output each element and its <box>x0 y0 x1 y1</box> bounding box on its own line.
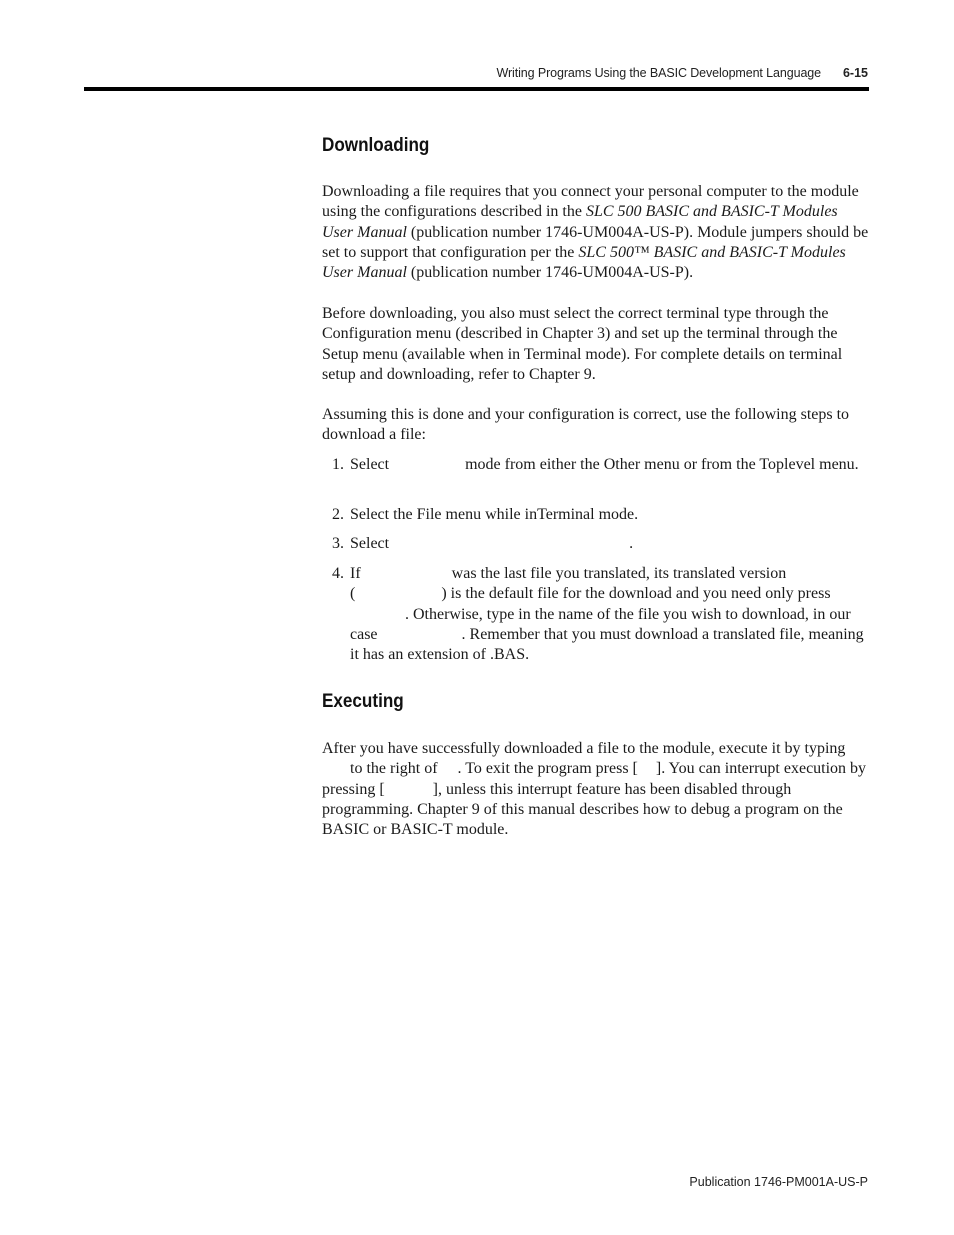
running-header-title: Writing Programs Using the BASIC Development Language <box>496 66 821 80</box>
downloading-paragraph-3: Assuming this is done and your configuration is correct, use the following steps to download a file: <box>322 406 850 444</box>
text-run: After you have successfully downloaded a file to the module, execute it by typing <box>322 740 846 757</box>
text-run: to the right of <box>350 760 438 778</box>
downloading-paragraph-2: Before downloading, you also must select the correct terminal type through the Configuration menu (described in Chapter 3) and set up the terminal through the Setup menu (available when in Terminal mode). For complete details on terminal setup and downloading, refer to Chapter 9. <box>322 305 843 383</box>
step-3 <box>332 534 870 554</box>
text-run: was the last file you translated, its translated version <box>451 565 787 582</box>
text-run: Downloading a file requires that you connect your personal computer to the module using the configurations described in the <box>322 183 859 221</box>
step-number: 2. <box>332 506 344 523</box>
text-run: ) is the default file for the download and you need only press <box>441 585 831 603</box>
manual-title-italic: SLC 500 BASIC and BASIC-T Modules User Manual <box>322 203 838 241</box>
page-number: 6-15 <box>842 66 868 80</box>
text-run: . Otherwise, type in the name of the file you wish to download, in our case <box>350 605 851 643</box>
text-run: ( <box>350 585 356 603</box>
executing-paragraph <box>322 739 870 840</box>
downloading-paragraph-1 <box>322 182 870 283</box>
text-run: Select <box>350 535 390 552</box>
publication-footer: Publication 1746-PM001A-US-P <box>689 1175 868 1189</box>
text-run: . <box>629 535 634 552</box>
text-run: (publication number 1746-UM004A-US-P). Module jumpers should be set to support that configuration per the <box>322 223 869 261</box>
text-run: . To exit the program press [ <box>457 760 638 778</box>
text-run: (publication number 1746-UM004A-US-P). <box>406 264 694 282</box>
text-run: If <box>350 565 361 582</box>
step-4 <box>332 564 870 665</box>
text-run: Select the File menu while inTerminal mode. <box>350 506 639 523</box>
manual-title-italic: SLC 500™ BASIC and BASIC-T Modules User Manual <box>322 243 846 282</box>
step-number: 1. <box>332 456 344 473</box>
text-run: mode from either the Other menu or from the Toplevel menu. <box>465 456 859 473</box>
step-1 <box>332 455 870 475</box>
header-rule <box>84 87 869 91</box>
text-run: ], unless this interrupt feature has been disabled through programming. Chapter 9 of this manual describes how to debug a program on the BASIC or BASIC-T module. <box>322 780 843 839</box>
section-heading-executing: Executing <box>322 691 404 712</box>
text-run: ]. You can interrupt execution by pressing [ <box>322 760 867 798</box>
step-number: 4. <box>332 565 344 582</box>
step-2 <box>332 505 870 525</box>
text-run: . Remember that you must download a translated file, meaning it has an extension of .BAS. <box>350 625 864 664</box>
text-run: Select <box>350 456 390 473</box>
section-heading-downloading: Downloading <box>322 135 430 156</box>
step-number: 3. <box>332 535 344 552</box>
